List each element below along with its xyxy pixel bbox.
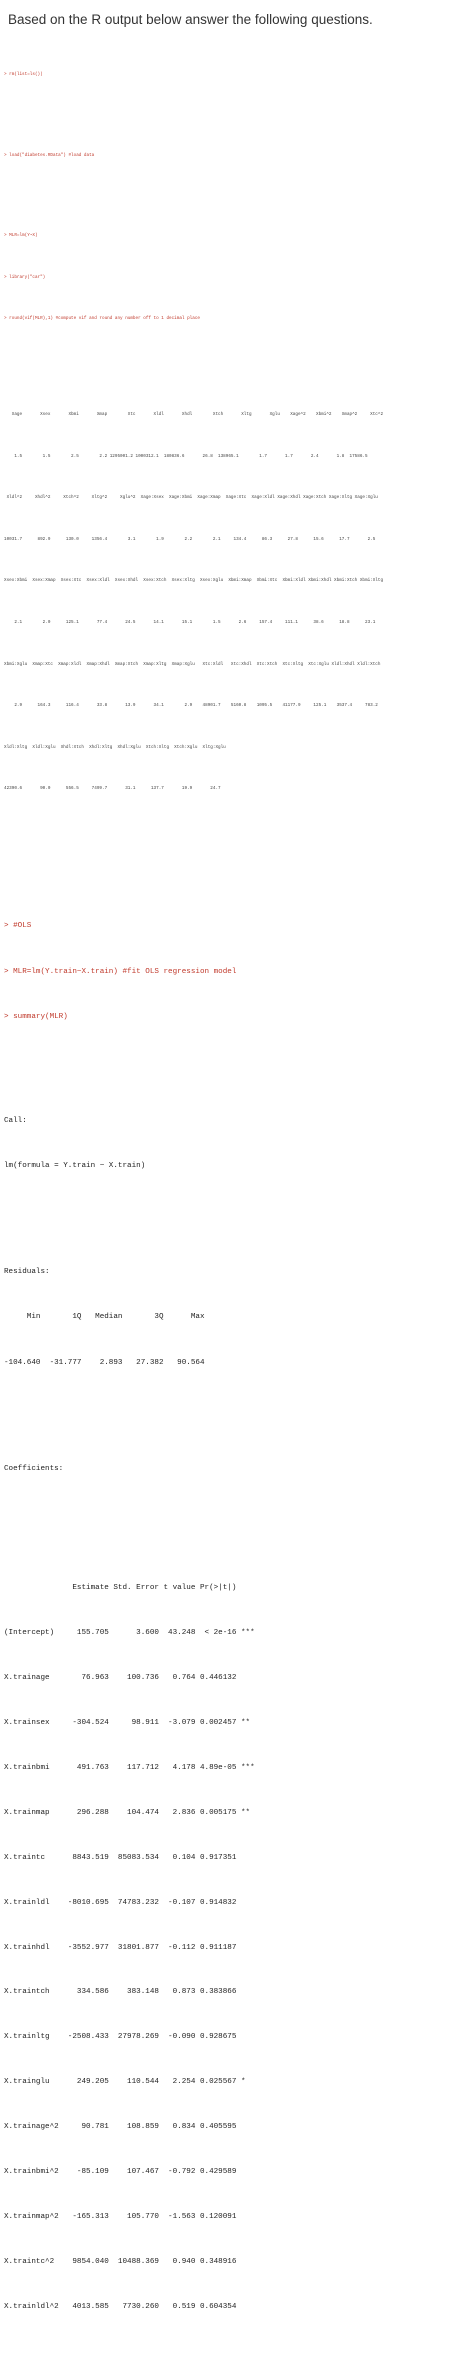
vif-line: Xage Xsex Xbmi Xmap Xtc Xldl Xhdl Xtch Xltg Xglu Xage^2 Xbmi^2 Xmap^2 Xtc^2	[4, 411, 384, 417]
coefficient-row: X.trainmap 296.288 104.474 2.836 0.005175 **	[4, 1808, 251, 1817]
vif-line: 42390.6 90.0 556.5 7499.7 31.1 137.7 19.9 24.7	[4, 786, 221, 792]
coefficient-row: X.trainhdl -3552.977 31801.877 -0.112 0.911187	[4, 1943, 237, 1952]
vif-output	[4, 376, 470, 828]
coefficient-row: X.trainbmi^2 -85.109 107.467 -0.792 0.429589	[4, 2168, 237, 2177]
vif-line: 2.1 2.0 125.1 77.4 24.5 14.1 15.1 1.5 2.6 157.4 111.1 38.6 18.8 23.1	[4, 619, 376, 625]
console-command: > round(vif(MLR),1) #compute vif and round any number off to 1 decimal place	[4, 316, 200, 322]
call-label: Call:	[4, 1116, 27, 1125]
coefficient-row: X.trainldl -8010.695 74783.232 -0.107 0.914832	[4, 1898, 237, 1907]
vif-line: Xsex:Xbmi Xsex:Xmap Xsex:Xtc Xsex:Xldl Xsex:Xhdl Xsex:Xtch Xsex:Xltg Xsex:Xglu Xbmi:Xmap Xbmi:Xtc Xbmi:Xldl Xbmi:Xhdl Xbmi:Xtch Xbmi:Xltg	[4, 578, 384, 584]
vif-line: 1.5 1.5 2.5 2.2 1295001.2 1000312.1 180836.6 26.8 138965.1 1.7 1.7 2.4 1.8 17586.5	[4, 453, 368, 459]
coefficient-row: X.trainage^2 90.781 108.859 0.834 0.405595	[4, 2123, 237, 2132]
summary-command: > summary(MLR)	[4, 1013, 68, 1022]
vif-line: 2.9 164.3 116.4 33.8 13.9 34.1 2.9 48901.7 5160.8 1095.5 41177.9 125.1 3537.4 783.2	[4, 703, 378, 709]
coefficient-row: X.trainsex -304.524 98.911 -3.079 0.002457 **	[4, 1718, 251, 1727]
ols-fit-command: > MLR=lm(Y.train~X.train) #fit OLS regression model	[4, 967, 237, 976]
coefficients-header: Estimate Std. Error t value Pr(>|t|)	[4, 1584, 237, 1593]
coefficient-row: X.trainage 76.963 100.736 0.764 0.446132	[4, 1674, 237, 1683]
residuals-label: Residuals:	[4, 1267, 50, 1276]
coefficient-row: X.traintch 334.586 383.148 0.873 0.383866	[4, 1988, 237, 1997]
coefficient-row: (Intercept) 155.705 3.600 43.248 < 2e-16 ***	[4, 1629, 255, 1638]
vif-line: Xldl^2 Xhdl^2 Xtch^2 Xltg^2 Xglu^2 Xage:Xsex Xage:Xbmi Xage:Xmap Xage:Xtc Xage:Xldl Xage:Xhdl Xage:Xtch Xage:Xltg Xage:Xglu	[4, 495, 378, 501]
console-command: > rm(list=ls())	[4, 72, 43, 77]
vif-line: Xbmi:Xglu Xmap:Xtc Xmap:Xldl Xmap:Xhdl Xmap:Xtch Xmap:Xltg Xmap:Xglu Xtc:Xldl Xtc:Xhdl Xtc:Xtch Xtc:Xltg Xtc:Xglu Xldl:Xhdl Xldl:Xtch	[4, 661, 381, 667]
ols-comment: > #OLS	[4, 921, 32, 930]
coefficients-table	[4, 1548, 470, 2347]
console-command: > library("car")	[4, 274, 46, 280]
coefficients-label: Coefficients:	[4, 1464, 64, 1473]
coefficient-row: X.trainglu 249.205 110.544 2.254 0.025567 *	[4, 2078, 246, 2087]
residuals-values: -104.640 -31.777 2.893 27.382 90.564	[4, 1359, 205, 1368]
call-formula: lm(formula = Y.train ~ X.train)	[4, 1162, 146, 1171]
coefficient-row: X.traintc^2 9854.040 10488.369 0.940 0.348916	[4, 2257, 237, 2266]
vif-line: Xldl:Xltg Xldl:Xglu Xhdl:Xtch Xhdl:Xltg Xhdl:Xglu Xtch:Xltg Xtch:Xglu Xltg:Xglu	[4, 744, 226, 750]
residuals-header: Min 1Q Median 3Q Max	[4, 1313, 205, 1322]
console-command: > load("diabetes.RData") #load data	[4, 152, 95, 158]
coefficient-row: X.trainmap^2 -165.313 105.770 -1.563 0.120091	[4, 2212, 237, 2221]
coefficient-row: X.trainltg -2508.433 27978.269 -0.090 0.928675	[4, 2033, 237, 2042]
console-command: > MLR=lm(Y~X)	[4, 233, 38, 239]
r-console-output	[4, 36, 470, 2366]
coefficient-row: X.trainbmi 491.763 117.712 4.178 4.89e-05 ***	[4, 1763, 255, 1772]
coefficient-row: X.trainldl^2 4013.585 7730.260 0.519 0.604354	[4, 2302, 237, 2311]
vif-line: 10031.7 892.9 130.0 1356.4 3.1 1.9 2.2 2.1 134.4 86.3 27.8 15.6 17.7 2.5	[4, 536, 376, 542]
question-heading: Based on the R output below answer the following questions.	[8, 12, 373, 27]
coefficient-row: X.traintc 8843.519 85083.534 0.104 0.917351	[4, 1853, 237, 1862]
